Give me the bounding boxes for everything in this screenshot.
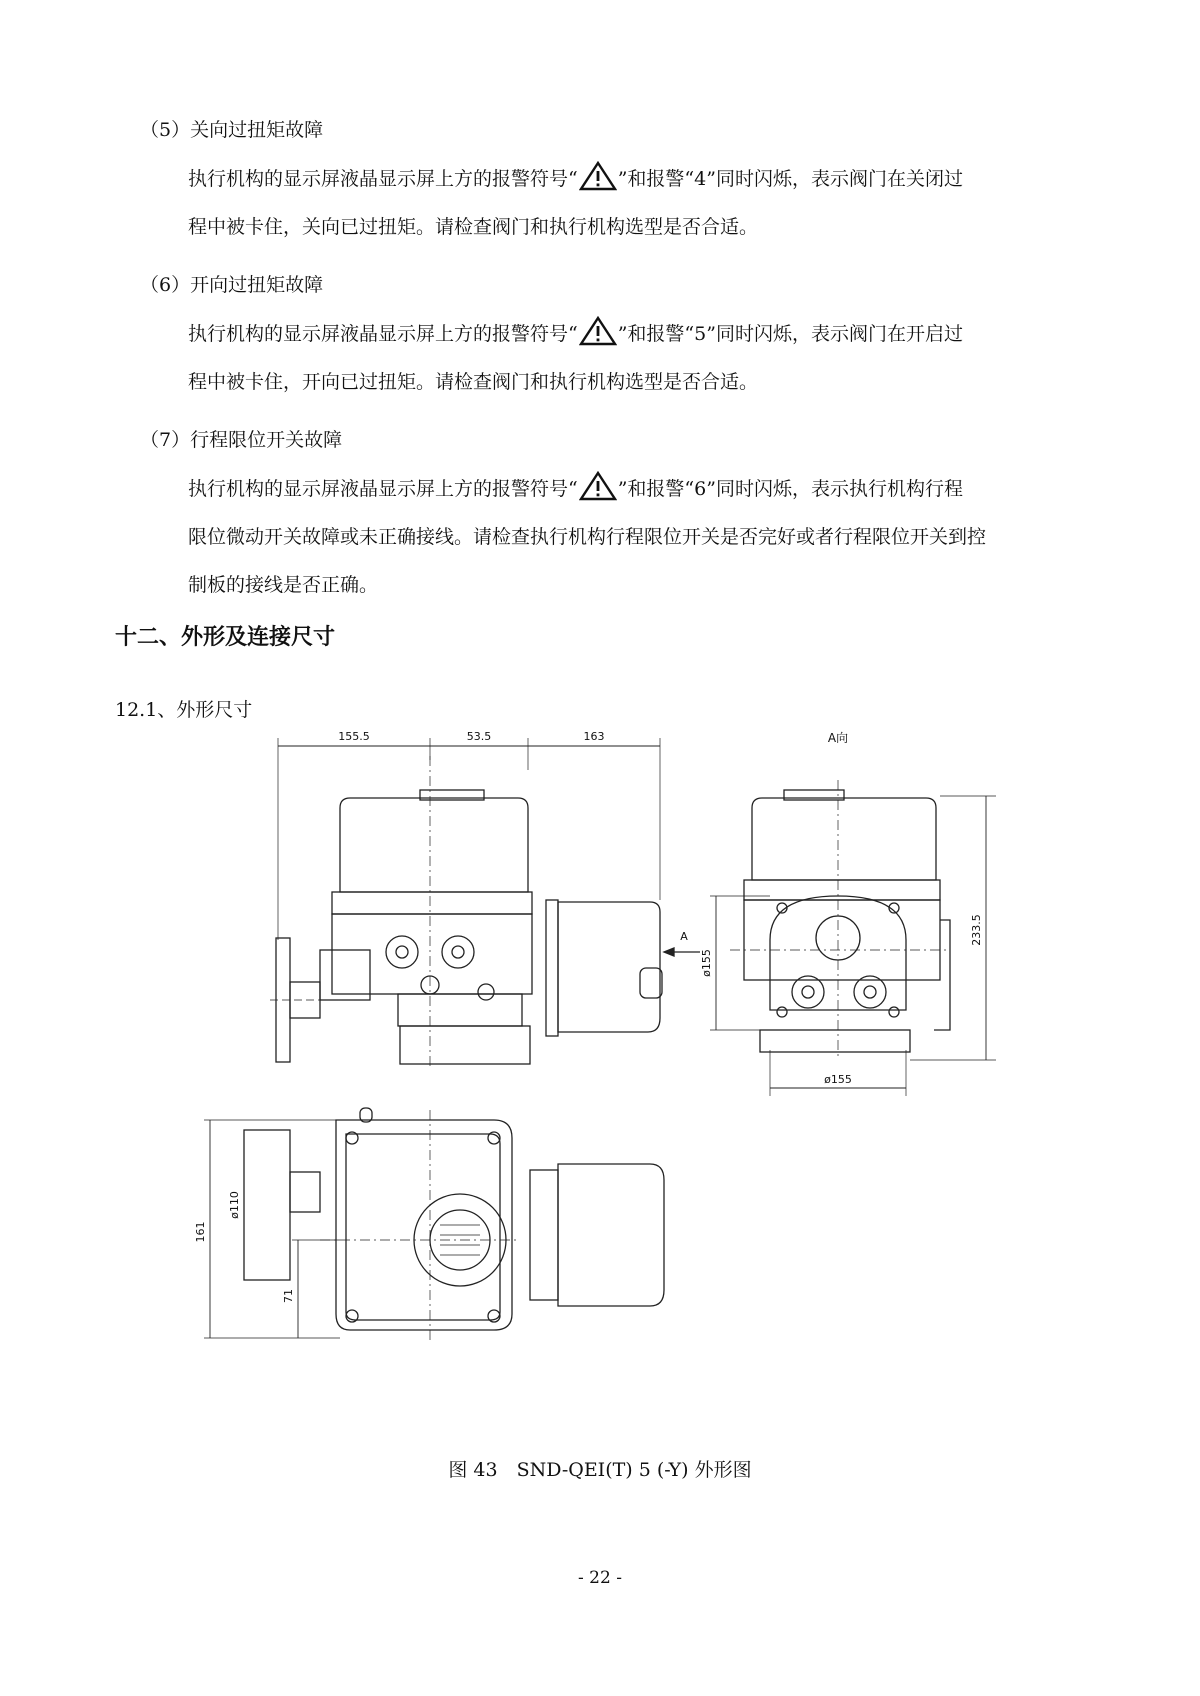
page-number: - 22 -	[578, 1568, 622, 1588]
figure-caption: 图 43 SND-QEI(T) 5 (-Y) 外形图	[448, 1459, 752, 1481]
body-text: 限位微动开关故障或未正确接线。请检查执行机构行程限位开关是否完好或者行程限位开关到控	[188, 526, 987, 548]
body-text: 执行机构的显示屏液晶显示屏上方的报警符号“	[188, 168, 578, 190]
bottom-view	[194, 1108, 664, 1340]
body-text: 执行机构的显示屏液晶显示屏上方的报警符号“	[188, 323, 578, 345]
arrow-a-label: A	[680, 930, 688, 943]
body-text: ”和报警“4”同时闪烁，表示阀门在关闭过	[617, 168, 963, 190]
chapter-title: 十二、外形及连接尺寸	[115, 625, 336, 650]
view-a-label: A向	[827, 731, 849, 745]
body-text: 执行机构的显示屏液晶显示屏上方的报警符号“	[188, 478, 578, 500]
body-text: ”和报警“6”同时闪烁，表示执行机构行程	[617, 478, 963, 500]
dim-bottom-view-offset: 71	[282, 1289, 295, 1303]
subsection-title: 12.1、外形尺寸	[115, 699, 253, 721]
body-text: ”和报警“5”同时闪烁，表示阀门在开启过	[617, 323, 963, 345]
dim-bottom-view-dia: ø110	[228, 1191, 241, 1219]
front-view	[270, 730, 700, 1070]
dim-top-3: 163	[583, 730, 605, 743]
body-text: 程中被卡住，开向已过扭矩。请检查阀门和执行机构选型是否合适。	[188, 371, 759, 393]
side-view	[700, 731, 996, 1096]
dim-bottom-view-height: 161	[194, 1221, 207, 1243]
dim-top-2: 53.5	[466, 730, 492, 743]
dim-bottom-dia: ø155	[824, 1073, 852, 1086]
dim-top-1: 155.5	[338, 730, 370, 743]
dim-side-dia: ø155	[700, 949, 713, 977]
body-text: 程中被卡住，关向已过扭矩。请检查阀门和执行机构选型是否合适。	[188, 216, 759, 238]
section-heading-6: （6）开向过扭矩故障	[140, 274, 324, 296]
body-text: 制板的接线是否正确。	[188, 574, 379, 596]
dim-height: 233.5	[970, 914, 983, 946]
section-heading-5: （5）关向过扭矩故障	[140, 119, 324, 141]
section-heading-7: （7）行程限位开关故障	[140, 429, 343, 451]
